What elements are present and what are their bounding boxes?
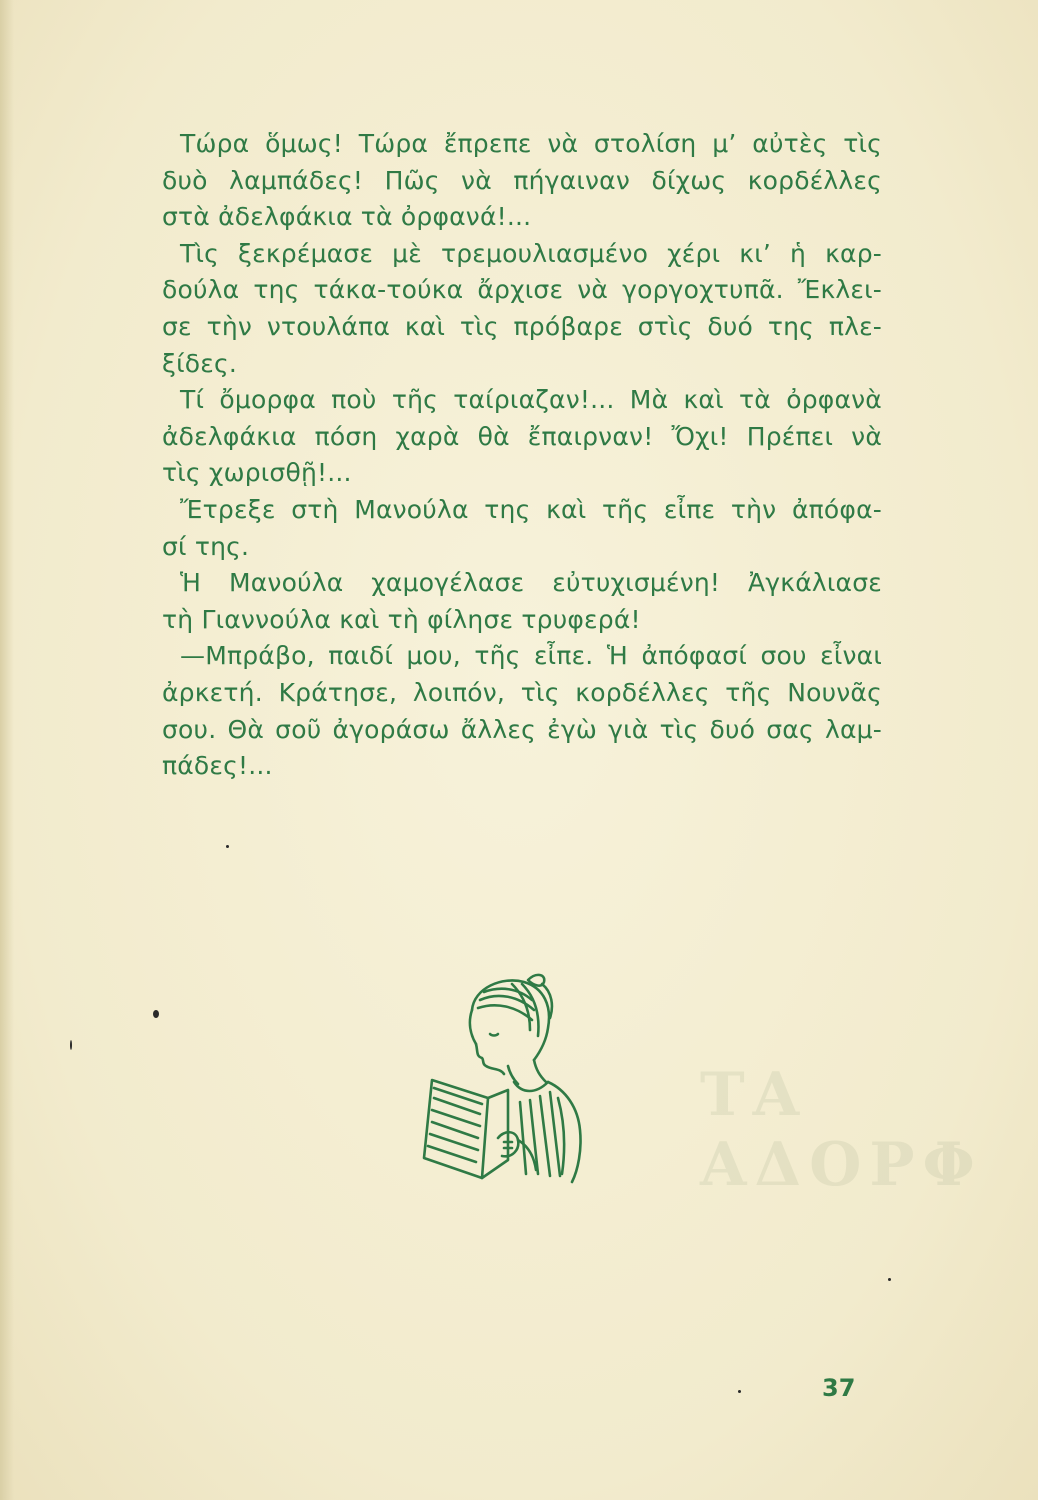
text-line: τὴ Γιαννούλα καὶ τὴ φίλησε τρυφερά! xyxy=(162,604,641,634)
ink-speck xyxy=(888,1278,891,1281)
text-line: δούλα της τάκα-τούκα ἄρχισε νὰ γοργοχτυπᾶ. Ἔκλει- xyxy=(162,275,882,305)
show-through-heading: ΤΑ ΑΔΟΡΦ xyxy=(700,1060,983,1200)
text-line: σου. Θὰ σοῦ ἀγοράσω ἄλλες ἐγὼ γιὰ τὶς δυό σας λαμ- xyxy=(162,714,882,744)
text-line: Ἔτρεξε στὴ Μανούλα της καὶ τῆς εἶπε τὴν ἀπόφα- xyxy=(180,494,882,524)
text-line: Τί ὄμορφα ποὺ τῆς ταίριαζαν!... Μὰ καὶ τὰ ὀρφανὰ xyxy=(180,385,882,415)
page-number: 37 xyxy=(822,1374,856,1402)
ink-speck xyxy=(226,845,229,848)
text-line: Ἡ Μανούλα χαμογέλασε εὐτυχισμένη! Ἀγκάλιασε xyxy=(180,568,882,598)
text-line: ἀδελφάκια πόση χαρὰ θὰ ἔπαιρναν! Ὄχι! Πρέπει νὰ xyxy=(162,421,882,451)
ink-speck xyxy=(153,1010,159,1018)
text-line: —Μπράβο, παιδί μου, τῆς εἶπε. Ἡ ἀπόφασί σου εἶναι xyxy=(180,641,882,671)
text-line: σί της. xyxy=(162,531,250,561)
girl-reading-book-illustration xyxy=(412,970,602,1185)
ink-speck xyxy=(738,1390,741,1393)
text-line: πάδες!... xyxy=(162,751,273,781)
text-line: σε τὴν ντουλάπα καὶ τὶς πρόβαρε στὶς δυό της πλε- xyxy=(162,311,882,341)
story-text xyxy=(162,126,882,785)
text-line: ἀρκετή. Κράτησε, λοιπόν, τὶς κορδέλλες τῆς Νουνᾶς xyxy=(162,677,882,707)
page-binding-edge xyxy=(0,0,14,1500)
text-line: Τώρα ὅμως! Τώρα ἔπρεπε νὰ στολίση μ’ αὐτὲς τὶς xyxy=(180,129,882,158)
text-line: ξίδες. xyxy=(162,348,238,378)
text-line: Τὶς ξεκρέμασε μὲ τρεμουλιασμένο χέρι κι’ ἡ καρ- xyxy=(180,238,882,268)
text-line: δυὸ λαμπάδες! Πῶς νὰ πήγαιναν δίχως κορδέλλες xyxy=(162,165,882,195)
text-line: στὰ ἀδελφάκια τὰ ὀρφανά!... xyxy=(162,202,532,232)
text-line: τὶς χωρισθῇ!... xyxy=(162,458,352,488)
ink-speck xyxy=(70,1040,72,1050)
